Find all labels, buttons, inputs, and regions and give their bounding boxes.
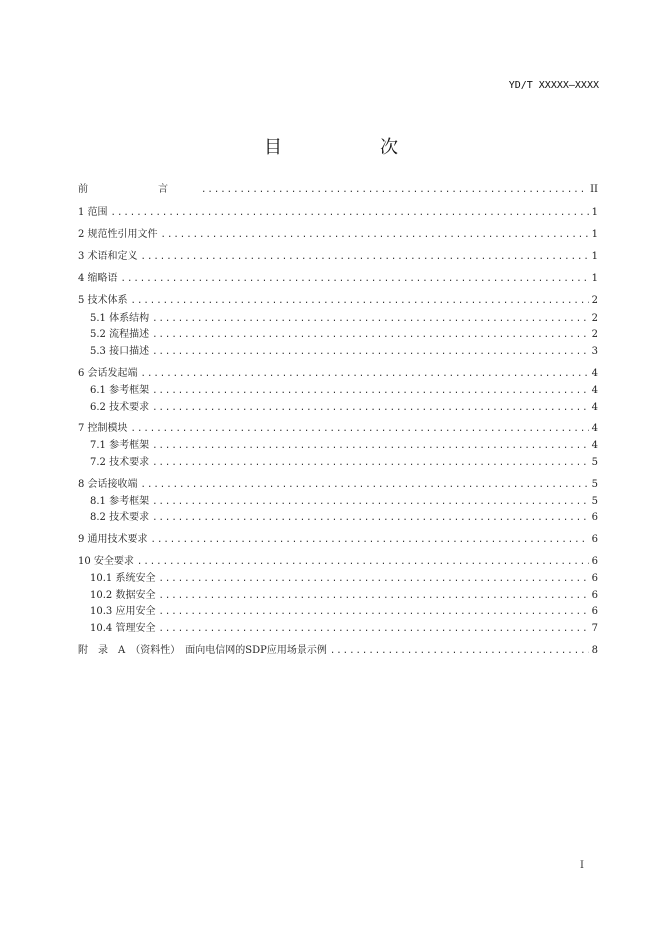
toc-entry-page: 1 — [591, 229, 598, 240]
toc-entry[interactable] — [78, 366, 598, 382]
toc-leader-dots — [121, 271, 589, 287]
toc-entry-label: 4 缩略语 — [78, 273, 118, 284]
toc-leader-dots — [201, 182, 587, 198]
toc-entry-page: 6 — [591, 606, 598, 617]
toc-entry-label: 5.3 接口描述 — [90, 346, 150, 357]
toc-entry[interactable] — [78, 643, 598, 659]
toc-leader-dots — [152, 438, 589, 454]
toc-entry[interactable] — [78, 249, 598, 265]
toc-entry[interactable] — [78, 271, 598, 287]
toc-entry-page: 7 — [591, 623, 598, 634]
toc-entry-label: 8.2 技术要求 — [90, 512, 150, 523]
toc-entry-page: 8 — [591, 645, 598, 656]
toc-entry-label: 10.3 应用安全 — [90, 606, 156, 617]
toc-entry[interactable] — [78, 344, 598, 360]
toc-entry[interactable] — [78, 400, 598, 416]
toc-entry-label: 9 通用技术要求 — [78, 534, 148, 545]
toc-leader-dots — [152, 494, 589, 510]
toc-leader-dots — [158, 604, 588, 620]
toc-entry[interactable] — [78, 588, 598, 604]
toc-entry-label: 10.2 数据安全 — [90, 590, 156, 601]
toc-entry-page: 1 — [591, 207, 598, 218]
toc-entry[interactable] — [78, 604, 598, 620]
toc-leader-dots — [152, 455, 589, 471]
toc-leader-dots — [152, 344, 589, 360]
toc-leader-dots — [131, 421, 589, 437]
toc-leader-dots — [137, 554, 589, 570]
page-title: 目 次 — [264, 137, 438, 158]
toc-entry[interactable] — [78, 571, 598, 587]
toc-entry[interactable] — [78, 293, 598, 309]
toc-leader-dots — [111, 205, 589, 221]
toc-entry[interactable] — [78, 311, 598, 327]
toc-leader-dots — [152, 383, 589, 399]
toc-entry-label: 7.1 参考框架 — [90, 440, 150, 451]
toc-entry-label: 8 会话接收端 — [78, 479, 138, 490]
toc-entry-label: 1 范围 — [78, 207, 108, 218]
toc-entry[interactable] — [78, 554, 598, 570]
toc-entry-label: 6.2 技术要求 — [90, 402, 150, 413]
toc-leader-dots — [152, 400, 589, 416]
toc-entry-page: II — [590, 184, 598, 195]
toc-leader-dots — [161, 227, 589, 243]
toc-entry[interactable] — [78, 421, 598, 437]
toc-entry-label: 7 控制模块 — [78, 423, 128, 434]
toc-entry[interactable] — [78, 494, 598, 510]
toc-entry-page: 6 — [591, 534, 598, 545]
toc-entry[interactable] — [78, 477, 598, 493]
toc-entry-label: 5.2 流程描述 — [90, 329, 150, 340]
toc-entry-page: 5 — [591, 479, 598, 490]
toc-entry-label: 7.2 技术要求 — [90, 457, 150, 468]
toc-entry-page: 1 — [591, 273, 598, 284]
toc-entry-page: 4 — [591, 368, 598, 379]
toc-entry-label: 10.1 系统安全 — [90, 573, 156, 584]
toc-leader-dots — [158, 588, 588, 604]
toc-entry-label: 2 规范性引用文件 — [78, 229, 158, 240]
toc-entry[interactable] — [78, 327, 598, 343]
page-number: I — [580, 860, 584, 871]
toc-entry-page: 4 — [591, 423, 598, 434]
toc-entry-label: 5.1 体系结构 — [90, 313, 150, 324]
toc-entry-label: 5 技术体系 — [78, 295, 128, 306]
toc-leader-dots — [152, 311, 589, 327]
toc-entry-label: 6 会话发起端 — [78, 368, 138, 379]
toc-entry-label: 8.1 参考框架 — [90, 496, 150, 507]
document-code: YD/T XXXXX—XXXX — [508, 80, 599, 91]
toc-leader-dots — [141, 366, 589, 382]
toc-entry[interactable] — [78, 455, 598, 471]
toc-entry[interactable] — [78, 205, 598, 221]
toc-entry-label: 6.1 参考框架 — [90, 385, 150, 396]
toc-leader-dots — [141, 477, 589, 493]
toc-entry-label: 3 术语和定义 — [78, 251, 138, 262]
toc-entry[interactable] — [78, 438, 598, 454]
toc-leader-dots — [152, 327, 589, 343]
toc-entry-page: 2 — [591, 329, 598, 340]
toc-entry-page: 4 — [591, 440, 598, 451]
toc-leader-dots — [141, 249, 589, 265]
toc-entry-label: 前 言 — [78, 184, 198, 195]
toc-entry-label: 10.4 管理安全 — [90, 623, 156, 634]
toc-entry-page: 5 — [591, 457, 598, 468]
toc-entry[interactable] — [78, 621, 598, 637]
toc-entry-page: 4 — [591, 385, 598, 396]
toc-leader-dots — [330, 643, 589, 659]
toc-entry-page: 6 — [591, 573, 598, 584]
toc-leader-dots — [151, 532, 589, 548]
toc-entry-page: 3 — [591, 346, 598, 357]
toc-entry-label: 10 安全要求 — [78, 556, 134, 567]
toc-entry[interactable] — [78, 383, 598, 399]
toc-entry-page: 6 — [591, 590, 598, 601]
toc-entry-page: 2 — [591, 295, 598, 306]
toc-leader-dots — [131, 293, 589, 309]
toc-leader-dots — [152, 510, 589, 526]
toc-entry[interactable] — [78, 227, 598, 243]
toc-entry[interactable] — [78, 182, 598, 198]
toc-leader-dots — [158, 571, 588, 587]
toc-leader-dots — [158, 621, 588, 637]
toc-entry-page: 1 — [591, 251, 598, 262]
toc-entry-page: 2 — [591, 313, 598, 324]
toc-entry-label: 附 录 A （资料性） 面向电信网的SDP应用场景示例 — [78, 645, 327, 656]
toc-entry-page: 6 — [591, 512, 598, 523]
toc-entry-page: 6 — [591, 556, 598, 567]
toc-entry[interactable] — [78, 532, 598, 548]
toc-entry-page: 5 — [591, 496, 598, 507]
toc-entry[interactable] — [78, 510, 598, 526]
toc-entry-page: 4 — [591, 402, 598, 413]
